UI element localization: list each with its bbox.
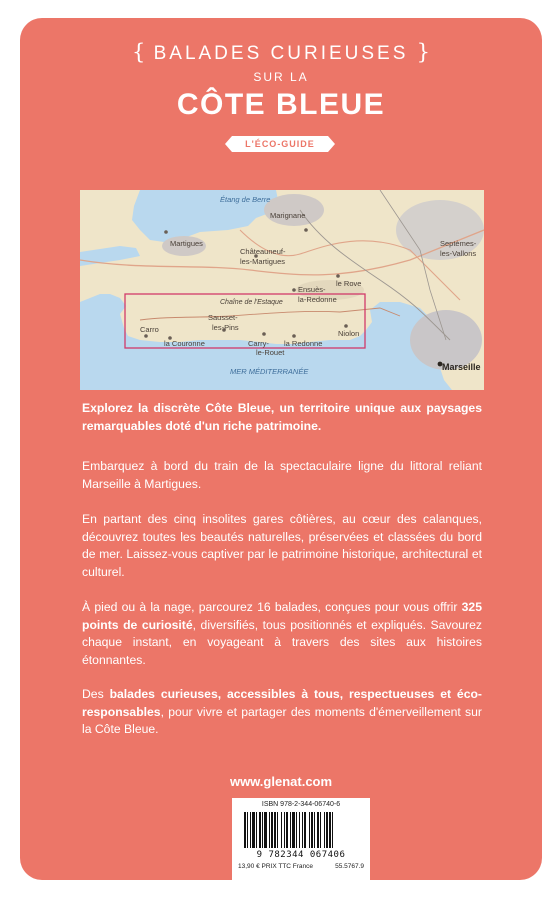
product-code: 55.5767.9 [335, 863, 364, 870]
barcode-bar [324, 812, 325, 848]
barcode-bar [326, 812, 328, 848]
barcode-bar [302, 812, 303, 848]
brace-left: { [131, 40, 146, 64]
barcode-bar [309, 812, 310, 848]
dot-carro [144, 334, 148, 338]
p4-highlight: 325 points de curiosité [82, 600, 482, 632]
label-sausset-2: les-Pins [212, 323, 239, 332]
barcode-bar [256, 812, 257, 848]
label-carry-1: Carry- [248, 339, 269, 348]
barcode-bar [329, 812, 331, 848]
region-map [80, 190, 484, 390]
p5-part-c: , pour vivre et partager des moments d'émerveillement sur la Côte Bleue. [82, 704, 482, 736]
label-la-redonne: la Redonne [284, 339, 323, 348]
book-title: CÔTE BLEUE [176, 88, 386, 121]
barcode-bar [320, 812, 321, 848]
barcode-bar [252, 812, 255, 848]
price: 13,90 € PRIX TTC France [238, 863, 314, 870]
barcode-bar [244, 812, 246, 848]
barcode-bar [284, 812, 285, 848]
back-cover [20, 18, 542, 880]
label-septemes-1: Septèmes- [440, 239, 477, 248]
barcode-block [232, 798, 370, 880]
barcode-bar [271, 812, 273, 848]
paragraph-gares: En partant des cinq insolites gares côtières, au cœur des calanques, découvrez toutes les beautés naturelles, préservées et classées du bord de mer. Laissez-vous captiver par le patrimoine historique, architectural et culturel. [82, 512, 482, 579]
barcode-bar [247, 812, 248, 848]
label-ensues-2: la-Redonne [298, 295, 337, 304]
paragraph-conclusion [82, 686, 482, 739]
p4-part-c: , diversifiés, tous positionnés et expliqués. Savourez chaque instant, en voyageant à travers des sites aux histoires étonnantes. [82, 617, 482, 667]
label-septemes-2: les-Vallons [440, 249, 477, 258]
label-carry-2: le-Rouet [256, 348, 285, 357]
dot-ensues [292, 288, 296, 292]
subtitle: SUR LA [253, 70, 309, 84]
barcode-bar [314, 812, 315, 848]
dot-la-redonne [292, 334, 296, 338]
label-ensues-1: Ensuès- [298, 285, 326, 294]
barcode-bar [299, 812, 300, 848]
barcode-bar [290, 812, 291, 848]
series-title [20, 40, 542, 65]
label-le-rove: le Rove [336, 279, 362, 288]
publisher-website[interactable]: www.glenat.com [229, 774, 333, 789]
p4-part-a: À pied ou à la nage, parcourez 16 balades, conçues pour vous offrir [82, 600, 462, 614]
barcode-bar [264, 812, 267, 848]
barcode-bar [259, 812, 261, 848]
barcode-bar [317, 812, 319, 848]
barcode-digits: 9 782344 067406 [256, 850, 346, 860]
barcode-bar [274, 812, 276, 848]
label-etang: Étang de Berre [220, 195, 271, 204]
dot-le-rove [336, 274, 340, 278]
barcode-bar [332, 812, 333, 848]
isbn-number: ISBN 978-2-344-06740-6 [261, 801, 341, 808]
barcode-bar [286, 812, 288, 848]
label-sausset-1: Sausset- [208, 313, 238, 322]
urban-marignane [264, 194, 324, 226]
barcode-bars [244, 812, 358, 848]
dot-martigues [164, 230, 168, 234]
barcode-bar [304, 812, 306, 848]
map-svg [80, 190, 484, 390]
eco-guide-badge: L'ÉCO-GUIDE [232, 136, 328, 152]
paragraph-balades [82, 599, 482, 669]
label-carro: Carro [140, 325, 159, 334]
barcode-bar [250, 812, 251, 848]
barcode-bar [269, 812, 270, 848]
label-marignane: Marignane [270, 211, 306, 220]
label-marseille: Marseille [442, 362, 481, 372]
brace-right: } [416, 40, 431, 64]
barcode-bar [277, 812, 278, 848]
dot-niolon [344, 324, 348, 328]
barcode-bar [311, 812, 313, 848]
barcode-bar [262, 812, 263, 848]
barcode-bar [281, 812, 282, 848]
intro-text: Explorez la discrète Côte Bleue, un territoire unique aux paysages remarquables doté d'un riche patrimoine. [82, 401, 482, 433]
p5-part-a: Des [82, 687, 110, 701]
dot-carry [262, 332, 266, 336]
series-title-text: BALADES CURIEUSES [153, 43, 409, 64]
p5-highlight: balades curieuses, accessibles à tous, respectueuses et éco-responsables [82, 687, 482, 719]
label-mer: MER MÉDITERRANÉE [230, 367, 309, 376]
barcode-bar [296, 812, 297, 848]
label-chateauneuf-1: Châteauneuf- [240, 247, 286, 256]
dot-marignane [304, 228, 308, 232]
label-chaine: Chaîne de l'Estaque [220, 299, 283, 306]
label-la-couronne: la Couronne [164, 339, 205, 348]
intro-paragraph [82, 400, 482, 435]
label-martigues: Martigues [170, 239, 203, 248]
label-chateauneuf-2: les-Martigues [240, 257, 286, 266]
paragraph-train: Embarquez à bord du train de la spectaculaire ligne du littoral reliant Marseille à Martigues. [82, 459, 482, 491]
label-niolon: Niolon [338, 329, 360, 338]
barcode-bar [292, 812, 295, 848]
